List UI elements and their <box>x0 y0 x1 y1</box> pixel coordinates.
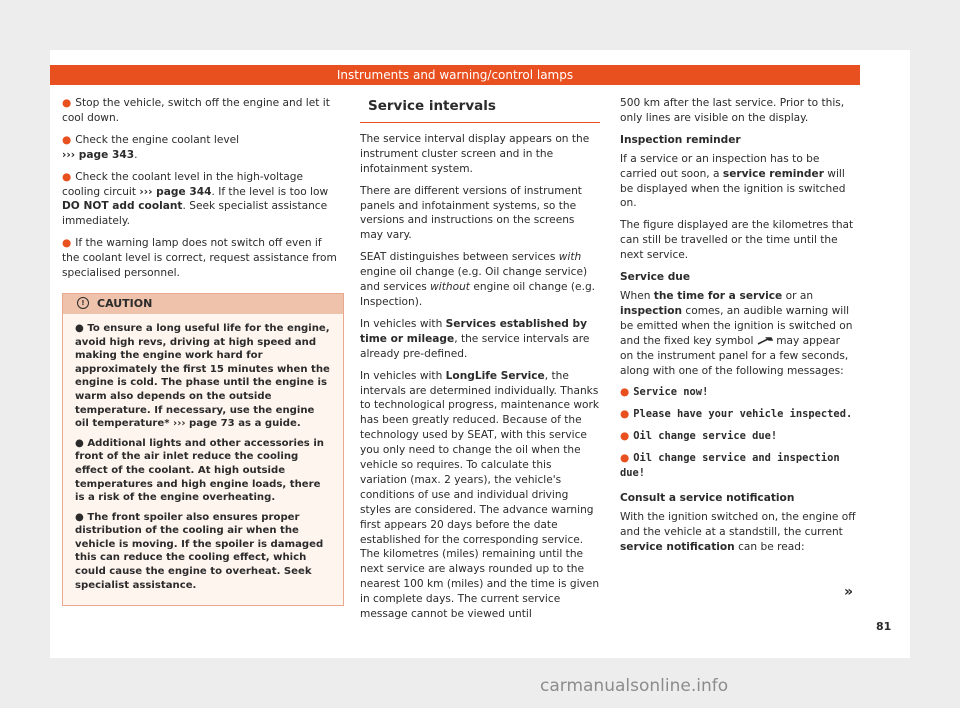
list-item: ● Oil change service and inspection due! <box>620 452 840 480</box>
info-circle-icon: ! <box>77 297 89 309</box>
column-middle <box>360 96 600 629</box>
section-title: Service intervals <box>360 96 600 123</box>
bullet-dot: ● <box>62 133 72 146</box>
column-right <box>620 96 856 562</box>
paragraph: SEAT distinguishes between services with engine oil change (e.g. Oil change service) and services without engine oil change (e.g. Inspection). <box>360 251 596 308</box>
bullet-dot: ● <box>62 237 72 250</box>
column-left <box>62 96 342 606</box>
paragraph: With the ignition switched on, the engine off and the vehicle at a standstill, the current service notification can be read: <box>620 510 856 553</box>
bullet-dot: ● <box>62 170 72 183</box>
list-item: ● Additional lights and other accessories in front of the air inlet reduce the cooling effect of the coolant. At high outside temperatures and high engine loads, there is a risk of the engine overheating. <box>75 437 324 504</box>
paragraph: 500 km after the last service. Prior to this, only lines are visible on the display. <box>620 97 845 124</box>
list-item: ● Check the engine coolant level ››› page 343. <box>62 133 240 161</box>
paragraph: In vehicles with Services established by time or mileage, the service intervals are already pre-defined. <box>360 317 590 360</box>
page-number: 81 <box>876 620 892 633</box>
list-item: ● Check the coolant level in the high-voltage cooling circuit ››› page 344. If the level is too low DO NOT add coolant. Seek specialist assistance immediately. <box>62 170 329 228</box>
subheading: Service due <box>620 271 691 284</box>
bullet-dot: ● <box>62 97 72 109</box>
caution-body <box>63 314 343 605</box>
page-ref-link[interactable]: ››› page 73 <box>173 418 235 430</box>
subheading: Inspection reminder <box>620 133 741 146</box>
page-ref-link[interactable]: ››› page 343 <box>62 148 135 161</box>
paragraph: In vehicles with LongLife Service, the intervals are determined individually. Thanks to technological progress, maintenance work has been greatly reduced. Because of the technology used by SEAT, with this service you only need to change the oil when the vehicle so requires. To calculate this variation (max. 2 years), the vehicle's conditions of use and individual driving styles are considered. The advance warning first appears 20 days before the date established for the corresponding service. The kilometres (miles) remaining until the next service are always rounded up to the nearest 100 km (miles) and the time is given in complete days. The current service message cannot be viewed until <box>360 369 600 621</box>
page-ref-link[interactable]: ››› page 344 <box>139 185 212 198</box>
paragraph: The service interval display appears on the instrument cluster screen and in the infotainment system. <box>360 132 590 175</box>
list-item: ● Oil change service due! <box>620 430 778 443</box>
watermark: carmanualsonline.info <box>540 676 729 696</box>
paragraph: When the time for a service or an inspection comes, an audible warning will be emitted when the ignition is switched on and the fixed key symbol may appear on the instrument panel for a few seconds, along with one of the following messages: <box>620 289 853 377</box>
list-item: ● Service now! <box>620 386 709 399</box>
caution-title: CAUTION <box>97 296 153 310</box>
list-item: ● To ensure a long useful life for the engine, avoid high revs, driving at high speed and making the engine work hard for approximately the first 15 minutes when the engine is cold. The phase until the engine is warm also depends on the outside temperature. If necessary, use the engine oil temperature* ››› page 73 as a guide. <box>75 322 330 430</box>
page-header <box>50 65 860 85</box>
paragraph: The figure displayed are the kilometres that can still be travelled or the time until the next service. <box>620 219 854 262</box>
header-title: Instruments and warning/control lamps <box>336 68 574 82</box>
paragraph: If a service or an inspection has to be carried out soon, a service reminder will be displayed when the ignition is switched on. <box>620 152 846 210</box>
list-item: ● Stop the vehicle, switch off the engine and let it cool down. <box>62 97 330 124</box>
list-item: ● The front spoiler also ensures proper distribution of the cooling air when the vehicle is moving. If the spoiler is damaged this can reduce the cooling effect, which could cause the engine to overheat. Seek specialist assistance. <box>75 511 324 591</box>
subheading: Consult a service notification <box>620 491 795 504</box>
paragraph: There are different versions of instrument panels and infotainment systems, so the versions and instructions on the screens may vary. <box>360 184 582 242</box>
continue-arrow: » <box>844 584 854 600</box>
list-item: ● If the warning lamp does not switch off even if the coolant level is correct, request assistance from specialised personnel. <box>62 237 337 280</box>
caution-header <box>63 294 343 314</box>
caution-box <box>62 293 344 606</box>
wrench-key-icon <box>757 337 773 345</box>
list-item: ● Please have your vehicle inspected. <box>620 408 853 421</box>
